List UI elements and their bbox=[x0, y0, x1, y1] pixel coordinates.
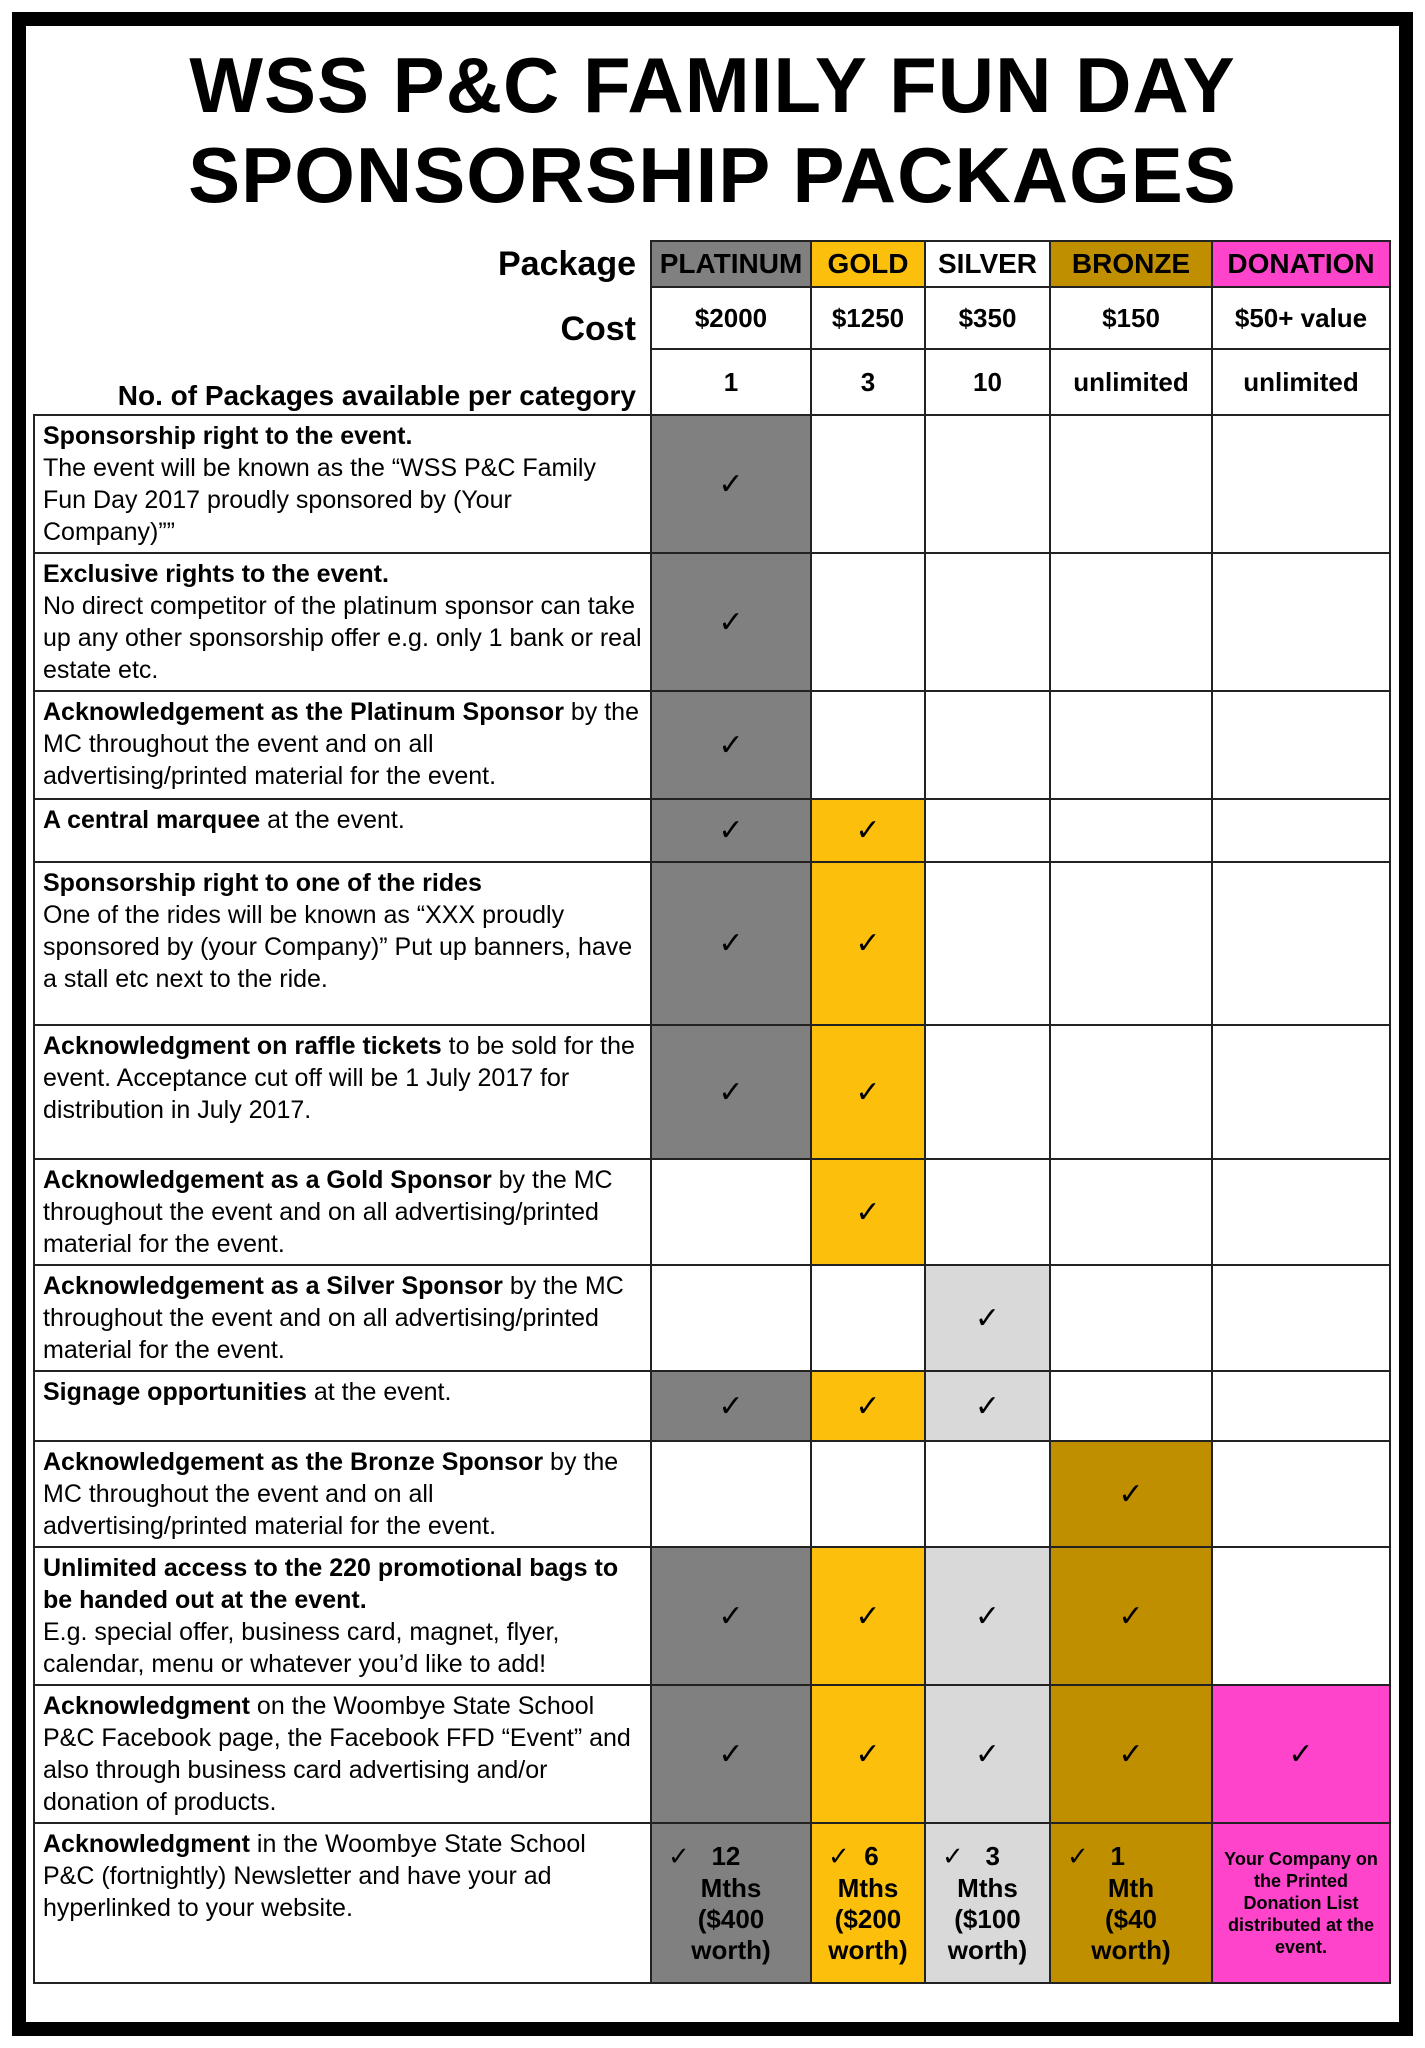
empty-gold bbox=[811, 1265, 925, 1371]
benefit-description: Acknowledgment on raffle tickets to be sold for the event. Acceptance cut off will be 1 July 2017 for distribution in July 2017. bbox=[34, 1025, 651, 1159]
empty-silver bbox=[925, 553, 1050, 691]
cost-row bbox=[34, 287, 1390, 349]
empty-donation bbox=[1212, 1265, 1390, 1371]
count-gold: 3 bbox=[811, 349, 925, 415]
empty-donation bbox=[1212, 1025, 1390, 1159]
benefit-description: Signage opportunities at the event. bbox=[34, 1371, 651, 1441]
empty-bronze bbox=[1050, 862, 1212, 1025]
check-icon: ✓ bbox=[668, 1841, 690, 1872]
title-line-1: WSS P&C FAMILY FUN DAY bbox=[189, 41, 1236, 129]
benefit-description: Acknowledgement as a Silver Sponsor by the MC throughout the event and on all advertising/printed material for the event. bbox=[34, 1265, 651, 1371]
package-header-row bbox=[34, 241, 1390, 287]
newsletter-gold: ✓ 6 Mths ($200 worth) bbox=[811, 1823, 925, 1983]
check-gold: ✓ bbox=[811, 1159, 925, 1265]
check-platinum: ✓ bbox=[651, 553, 811, 691]
benefit-description: Exclusive rights to the event. No direct competitor of the platinum sponsor can take up any other sponsorship offer e.g. only 1 bank or real estate etc. bbox=[34, 553, 651, 691]
empty-donation bbox=[1212, 1441, 1390, 1547]
check-icon: ✓ bbox=[1067, 1841, 1089, 1872]
benefit-row bbox=[34, 553, 1390, 691]
check-platinum: ✓ bbox=[651, 1025, 811, 1159]
empty-donation bbox=[1212, 862, 1390, 1025]
empty-bronze bbox=[1050, 1025, 1212, 1159]
check-gold: ✓ bbox=[811, 1371, 925, 1441]
check-gold: ✓ bbox=[811, 799, 925, 862]
empty-donation bbox=[1212, 553, 1390, 691]
benefit-description: Acknowledgment on the Woombye State School P&C Facebook page, the Facebook FFD “Event” and also through business card advertising and/or donation of products. bbox=[34, 1685, 651, 1823]
benefit-description: Sponsorship right to one of the rides One of the rides will be known as “XXX proudly sponsored by (your Company)” Put up banners, have a stall etc next to the ride. bbox=[34, 862, 651, 1025]
package-name-platinum: PLATINUM bbox=[651, 241, 811, 287]
benefit-row bbox=[34, 799, 1390, 862]
empty-gold bbox=[811, 415, 925, 553]
check-platinum: ✓ bbox=[651, 1547, 811, 1685]
empty-platinum bbox=[651, 1159, 811, 1265]
empty-bronze bbox=[1050, 691, 1212, 799]
empty-donation bbox=[1212, 1547, 1390, 1685]
empty-bronze bbox=[1050, 415, 1212, 553]
availability-row bbox=[34, 349, 1390, 415]
check-silver: ✓ bbox=[925, 1685, 1050, 1823]
check-donation: ✓ bbox=[1212, 1685, 1390, 1823]
empty-bronze bbox=[1050, 1371, 1212, 1441]
package-name-bronze: BRONZE bbox=[1050, 241, 1212, 287]
check-platinum: ✓ bbox=[651, 799, 811, 862]
empty-gold bbox=[811, 691, 925, 799]
check-icon: ✓ bbox=[828, 1841, 850, 1872]
empty-silver bbox=[925, 1441, 1050, 1547]
benefit-description: Unlimited access to the 220 promotional bags to be handed out at the event. E.g. special offer, business card, magnet, flyer, calendar, menu or whatever you’d like to add! bbox=[34, 1547, 651, 1685]
empty-gold bbox=[811, 553, 925, 691]
empty-platinum bbox=[651, 1265, 811, 1371]
empty-bronze bbox=[1050, 1265, 1212, 1371]
benefit-row bbox=[34, 1371, 1390, 1441]
empty-platinum bbox=[651, 1441, 811, 1547]
check-platinum: ✓ bbox=[651, 415, 811, 553]
empty-silver bbox=[925, 1159, 1050, 1265]
check-bronze: ✓ bbox=[1050, 1685, 1212, 1823]
benefit-description: Acknowledgement as the Platinum Sponsor by the MC throughout the event and on all advertising/printed material for the event. bbox=[34, 691, 651, 799]
empty-silver bbox=[925, 862, 1050, 1025]
cost-donation: $50+ value bbox=[1212, 287, 1390, 349]
check-platinum: ✓ bbox=[651, 1371, 811, 1441]
check-gold: ✓ bbox=[811, 1547, 925, 1685]
benefit-row bbox=[34, 415, 1390, 553]
cost-bronze: $150 bbox=[1050, 287, 1212, 349]
newsletter-bronze: ✓ 1 Mth ($40 worth) bbox=[1050, 1823, 1212, 1983]
benefit-row bbox=[34, 1025, 1390, 1159]
benefit-description: A central marquee at the event. bbox=[34, 799, 651, 862]
check-platinum: ✓ bbox=[651, 862, 811, 1025]
benefit-description: Acknowledgement as the Bronze Sponsor by the MC throughout the event and on all advertising/printed material for the event. bbox=[34, 1441, 651, 1547]
check-icon: ✓ bbox=[942, 1841, 964, 1872]
check-bronze: ✓ bbox=[1050, 1547, 1212, 1685]
benefit-description: Acknowledgment in the Woombye State School P&C (fortnightly) Newsletter and have your ad hyperlinked to your website. bbox=[34, 1823, 651, 1983]
count-donation: unlimited bbox=[1212, 349, 1390, 415]
check-platinum: ✓ bbox=[651, 1685, 811, 1823]
cost-label: Cost bbox=[560, 310, 636, 348]
check-silver: ✓ bbox=[925, 1265, 1050, 1371]
empty-donation bbox=[1212, 1159, 1390, 1265]
empty-donation bbox=[1212, 415, 1390, 553]
donation-note: Your Company on the Printed Donation List distributed at the event. bbox=[1212, 1823, 1390, 1983]
count-bronze: unlimited bbox=[1050, 349, 1212, 415]
count-platinum: 1 bbox=[651, 349, 811, 415]
empty-bronze bbox=[1050, 799, 1212, 862]
benefit-row bbox=[34, 1547, 1390, 1685]
empty-donation bbox=[1212, 1371, 1390, 1441]
empty-donation bbox=[1212, 691, 1390, 799]
empty-bronze bbox=[1050, 1159, 1212, 1265]
check-gold: ✓ bbox=[811, 862, 925, 1025]
check-silver: ✓ bbox=[925, 1547, 1050, 1685]
empty-gold bbox=[811, 1441, 925, 1547]
empty-silver bbox=[925, 415, 1050, 553]
empty-donation bbox=[1212, 799, 1390, 862]
page-title bbox=[0, 40, 1425, 220]
benefit-description: Sponsorship right to the event. The event will be known as the “WSS P&C Family Fun Day 2017 proudly sponsored by (Your Company)”” bbox=[34, 415, 651, 553]
benefit-row bbox=[34, 691, 1390, 799]
benefit-description: Acknowledgement as a Gold Sponsor by the MC throughout the event and on all advertising/printed material for the event. bbox=[34, 1159, 651, 1265]
benefit-row bbox=[34, 1265, 1390, 1371]
package-name-gold: GOLD bbox=[811, 241, 925, 287]
availability-label: No. of Packages available per category bbox=[117, 380, 636, 411]
count-silver: 10 bbox=[925, 349, 1050, 415]
benefit-row bbox=[34, 1159, 1390, 1265]
benefit-row bbox=[34, 862, 1390, 1025]
check-silver: ✓ bbox=[925, 1371, 1050, 1441]
title-line-2: SPONSORSHIP PACKAGES bbox=[188, 131, 1237, 219]
empty-silver bbox=[925, 691, 1050, 799]
check-gold: ✓ bbox=[811, 1685, 925, 1823]
benefit-row bbox=[34, 1823, 1390, 1983]
empty-silver bbox=[925, 799, 1050, 862]
package-label: Package bbox=[498, 244, 636, 283]
cost-platinum: $2000 bbox=[651, 287, 811, 349]
cost-gold: $1250 bbox=[811, 287, 925, 349]
newsletter-platinum: ✓ 12 Mths ($400 worth) bbox=[651, 1823, 811, 1983]
package-name-silver: SILVER bbox=[925, 241, 1050, 287]
check-bronze: ✓ bbox=[1050, 1441, 1212, 1547]
empty-silver bbox=[925, 1025, 1050, 1159]
benefit-row bbox=[34, 1441, 1390, 1547]
sponsorship-table bbox=[33, 240, 1391, 1984]
newsletter-silver: ✓ 3 Mths ($100 worth) bbox=[925, 1823, 1050, 1983]
check-gold: ✓ bbox=[811, 1025, 925, 1159]
package-name-donation: DONATION bbox=[1212, 241, 1390, 287]
cost-silver: $350 bbox=[925, 287, 1050, 349]
benefit-row bbox=[34, 1685, 1390, 1823]
check-platinum: ✓ bbox=[651, 691, 811, 799]
empty-bronze bbox=[1050, 553, 1212, 691]
